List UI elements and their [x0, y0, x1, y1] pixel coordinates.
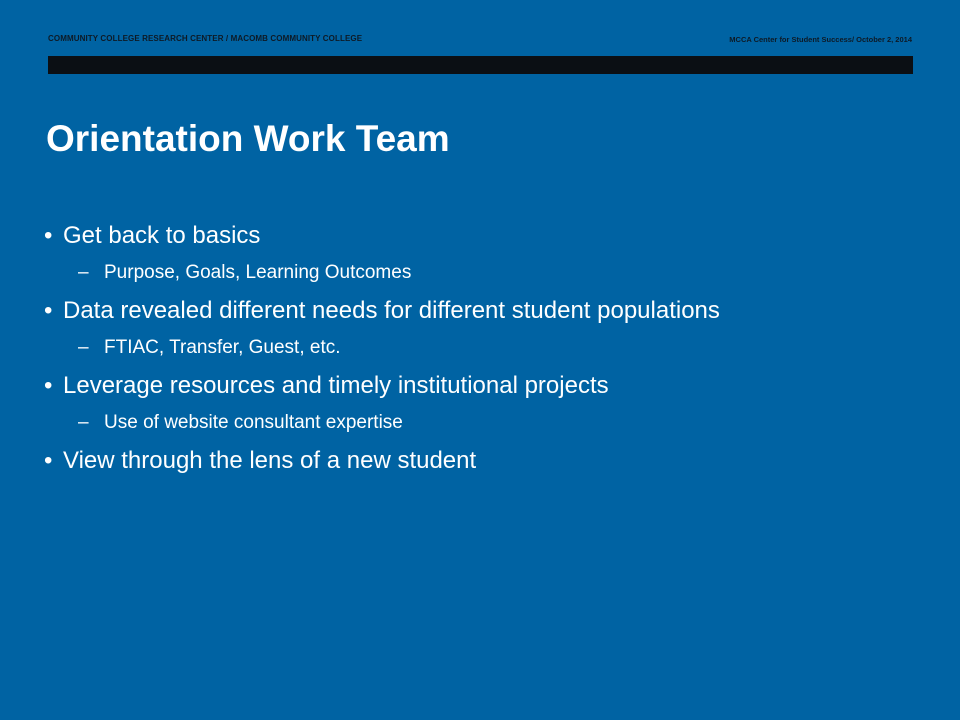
header-bar — [48, 56, 913, 74]
sub-bullet-text: Use of website consultant expertise — [104, 412, 403, 433]
bullet-item — [44, 220, 924, 252]
sub-bullet-text: Purpose, Goals, Learning Outcomes — [104, 262, 412, 283]
bullet-text: Get back to basics — [63, 222, 261, 249]
sub-bullet-item — [44, 335, 924, 361]
slide-title: Orientation Work Team — [46, 118, 450, 159]
bullet-text: Leverage resources and timely institutional projects — [63, 372, 609, 399]
sub-bullet-text: FTIAC, Transfer, Guest, etc. — [104, 337, 341, 358]
bullet-icon: • — [44, 372, 53, 399]
bullet-icon: • — [44, 222, 53, 249]
header-event-text: MCCA Center for Student Success/ October 2, 2014 — [729, 35, 912, 44]
sub-bullet-item — [44, 260, 924, 286]
dash-icon: – — [78, 262, 89, 283]
dash-icon: – — [78, 412, 89, 433]
bullet-icon: • — [44, 447, 53, 474]
bullet-text: View through the lens of a new student — [63, 447, 477, 474]
dash-icon: – — [78, 337, 89, 358]
bullet-list — [44, 220, 924, 477]
header-organization-text: COMMUNITY COLLEGE RESEARCH CENTER / MACOMB COMMUNITY COLLEGE — [48, 34, 363, 43]
bullet-item — [44, 370, 924, 402]
bullet-item — [44, 445, 924, 477]
bullet-item — [44, 295, 924, 327]
sub-bullet-item — [44, 410, 924, 436]
bullet-icon: • — [44, 297, 53, 324]
bullet-text: Data revealed different needs for different student populations — [63, 297, 720, 324]
